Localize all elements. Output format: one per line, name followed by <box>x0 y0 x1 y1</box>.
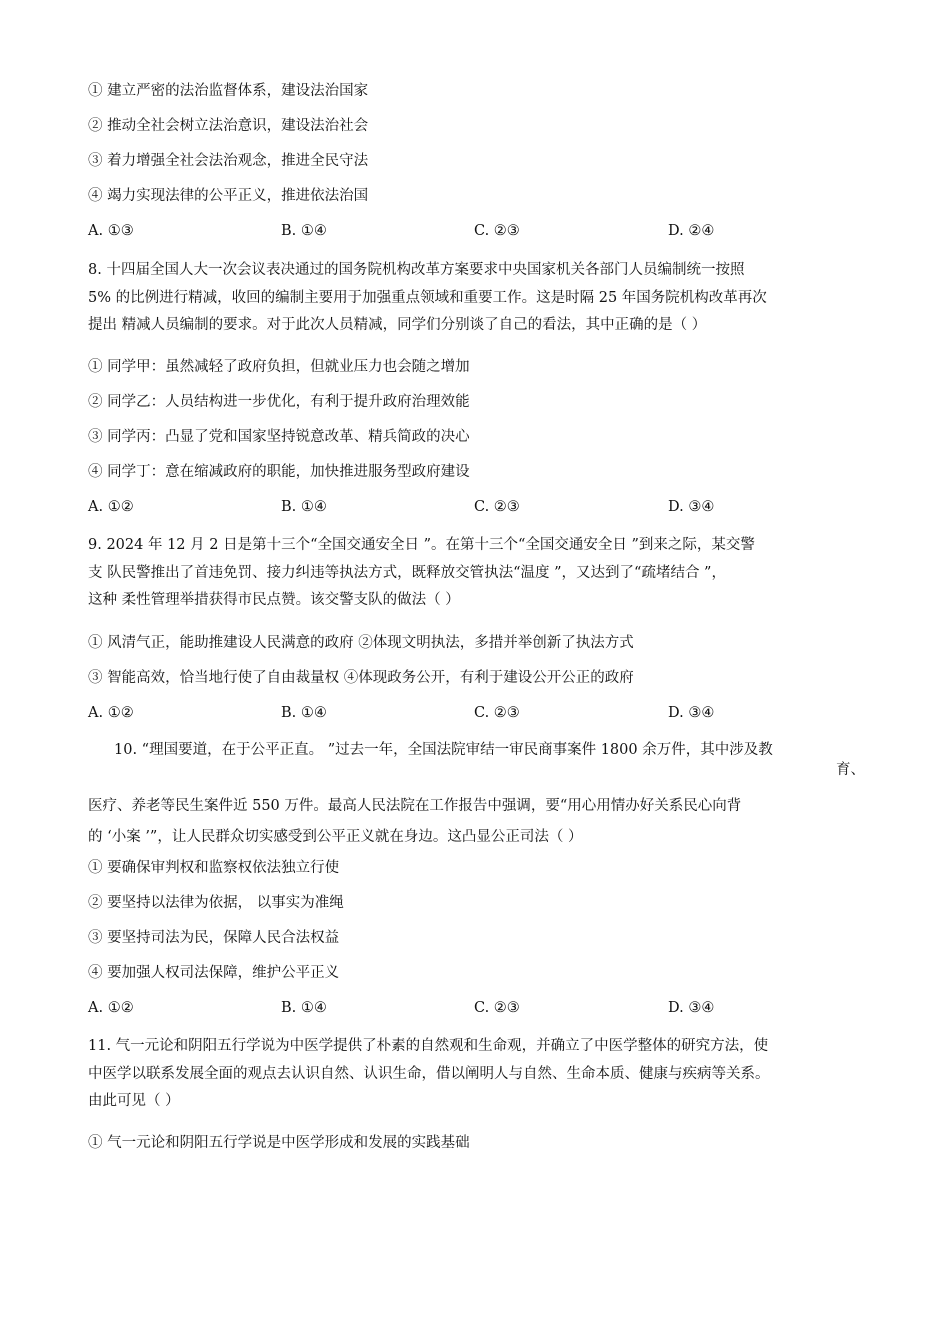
q9-option-d: D. ③④ <box>668 705 715 721</box>
q9-stem-line-1: 9. 2024 年 12 月 2 日是第十三个“全国交通安全日 ”。在第十三个“全国交通安全日 ”到来之际，某交警 <box>88 537 755 553</box>
q10-stem-line-2: 医疗、养老等民生案件近 550 万件。最高人民法院在工作报告中强调，要“用心用情办好关系民心向背 <box>88 798 742 814</box>
q8-stem-line-1: 8. 十四届全国人大一次会议表决通过的国务院机构改革方案要求中央国家机关各部门人员编制统一按照 <box>88 262 745 278</box>
q7-option-d: D. ②④ <box>668 223 715 239</box>
q8-item-4: ④ 同学丁：意在缩减政府的职能，加快推进服务型政府建设 <box>88 464 470 480</box>
q7-options <box>88 221 848 241</box>
q10-stem-line-3: 的 ‘小案 ’”，让人民群众切实感受到公平正义就在身边。这凸显公正司法（ ） <box>88 829 583 845</box>
q8-option-b: B. ①④ <box>281 499 327 515</box>
q8-option-a: A. ①② <box>88 499 134 515</box>
q10-item-2: ② 要坚持以法律为依据， 以事实为准绳 <box>88 895 344 911</box>
q9-option-c: C. ②③ <box>474 705 520 721</box>
q10-item-3: ③ 要坚持司法为民，保障人民合法权益 <box>88 930 340 946</box>
q10-options <box>88 998 848 1018</box>
q9-option-b: B. ①④ <box>281 705 327 721</box>
q7-option-b: B. ①④ <box>281 223 327 239</box>
q9-options <box>88 703 848 723</box>
q11-stem-line-3: 由此可见（ ） <box>88 1093 180 1109</box>
q8-item-3: ③ 同学丙：凸显了党和国家坚持锐意改革、精兵简政的决心 <box>88 429 470 445</box>
q10-item-4: ④ 要加强人权司法保障，维护公平正义 <box>88 965 340 981</box>
q8-item-1: ① 同学甲：虽然减轻了政府负担，但就业压力也会随之增加 <box>88 359 470 375</box>
q8-stem-line-3: 提出 精减人员编制的要求。对于此次人员精减，同学们分别谈了自己的看法，其中正确的是（ ） <box>88 317 707 333</box>
q7-item-2: ② 推动全社会树立法治意识，建设法治社会 <box>88 118 369 134</box>
q8-options <box>88 497 848 517</box>
q9-item-row-2: ③ 智能高效，恰当地行使了自由裁量权 ④体现政务公开，有利于建设公开公正的政府 <box>88 670 634 686</box>
q9-option-a: A. ①② <box>88 705 134 721</box>
q8-option-c: C. ②③ <box>474 499 520 515</box>
q10-option-d: D. ③④ <box>668 1000 715 1016</box>
q11-item-1: ① 气一元论和阴阳五行学说是中医学形成和发展的实践基础 <box>88 1135 470 1151</box>
q10-stem-line-1: 10. “理国要道，在于公平正直。 ”过去一年，全国法院审结一审民商事案件 1800 余万件，其中涉及教 <box>114 742 773 758</box>
q8-stem-line-2: 5% 的比例进行精减，收回的编制主要用于加强重点领域和重要工作。这是时隔 25 年国务院机构改革再次 <box>88 290 767 306</box>
q11-stem-line-1: 11. 气一元论和阴阳五行学说为中医学提供了朴素的自然观和生命观，并确立了中医学整体的研究方法，使 <box>88 1038 769 1054</box>
q7-item-4: ④ 竭力实现法律的公平正义，推进依法治国 <box>88 188 369 204</box>
q10-option-a: A. ①② <box>88 1000 134 1016</box>
q7-item-1: ① 建立严密的法治监督体系，建设法治国家 <box>88 83 369 99</box>
q8-item-2: ② 同学乙：人员结构进一步优化，有利于提升政府治理效能 <box>88 394 470 410</box>
q10-stem-wrap: 育、 <box>836 762 865 778</box>
q11-stem-line-2: 中医学以联系发展全面的观点去认识自然、认识生命，借以阐明人与自然、生命本质、健康与疾病等关系。 <box>88 1066 770 1082</box>
q8-option-d: D. ③④ <box>668 499 715 515</box>
q7-item-3: ③ 着力增强全社会法治观念，推进全民守法 <box>88 153 369 169</box>
q10-option-b: B. ①④ <box>281 1000 327 1016</box>
q7-option-c: C. ②③ <box>474 223 520 239</box>
q10-option-c: C. ②③ <box>474 1000 520 1016</box>
q9-stem-line-2: 支 队民警推出了首违免罚、接力纠违等执法方式，既释放交管执法“温度 ”，又达到了“疏堵结合 ”， <box>88 565 726 581</box>
q7-option-a: A. ①③ <box>88 223 134 239</box>
q10-item-1: ① 要确保审判权和监察权依法独立行使 <box>88 860 340 876</box>
q9-item-row-1: ① 风清气正，能助推建设人民满意的政府 ②体现文明执法，多措并举创新了执法方式 <box>88 635 634 651</box>
q9-stem-line-3: 这种 柔性管理举措获得市民点赞。该交警支队的做法（ ） <box>88 592 460 608</box>
